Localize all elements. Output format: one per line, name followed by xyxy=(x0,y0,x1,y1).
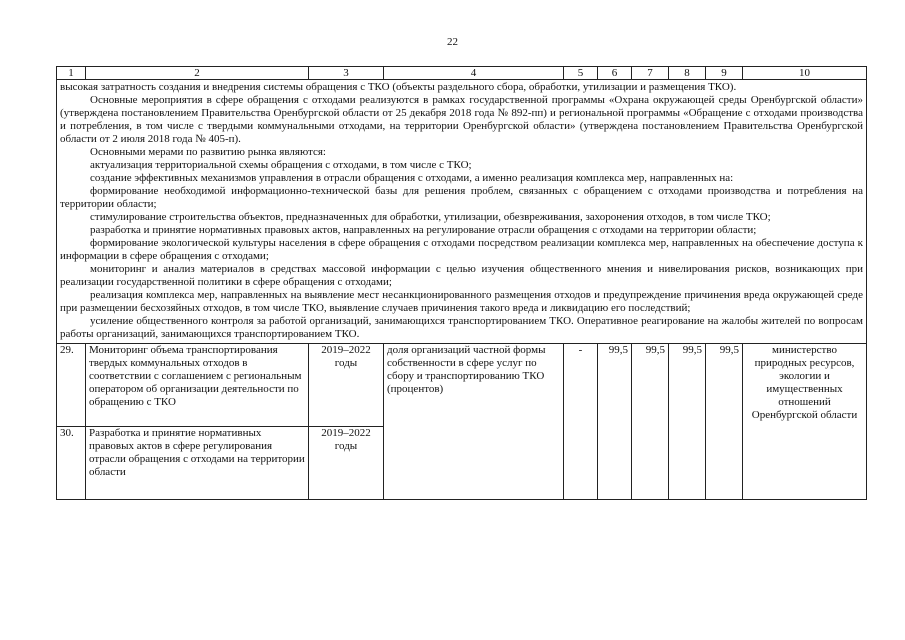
period: 2019–2022 годы xyxy=(309,344,384,427)
measures-table xyxy=(56,66,867,500)
col-header-6: 6 xyxy=(598,67,632,80)
narrative-cell xyxy=(57,80,867,344)
col-header-5: 5 xyxy=(564,67,598,80)
event-name: Разработка и принятие нормативных правовых актов в сфере регулирования отрасли обращения с отходами на территории области xyxy=(86,427,309,500)
value-col-5: - xyxy=(564,344,598,500)
indicator-name: доля организаций частной формы собственности в сфере услуг по сбору и транспортированию ТКО (процентов) xyxy=(384,344,564,500)
col-header-9: 9 xyxy=(706,67,743,80)
col-header-7: 7 xyxy=(632,67,669,80)
col-header-4: 4 xyxy=(384,67,564,80)
row-number: 29. xyxy=(57,344,86,427)
paragraph: мониторинг и анализ материалов в средствах массовой информации с целью изучения общественного мнения и нивелирования рисков, возникающих при реализации государственной политики в сфере обращения с отходами; xyxy=(60,263,863,288)
column-number-row xyxy=(57,67,867,80)
col-header-2: 2 xyxy=(86,67,309,80)
col-header-1: 1 xyxy=(57,67,86,80)
paragraph: создание эффективных механизмов управления в отрасли обращения с отходами, а именно реализация комплекса мер, направленных на: xyxy=(90,172,734,184)
value-col-9: 99,5 xyxy=(706,344,743,500)
paragraph: Основными мерами по развитию рынка являются: xyxy=(90,146,326,158)
paragraph: высокая затратность создания и внедрения системы обращения с ТКО (объекты раздельного сбора, обработки, утилизации и размещения ТКО). xyxy=(60,81,737,93)
col-header-8: 8 xyxy=(669,67,706,80)
paragraph: формирование необходимой информационно-технической базы для решения проблем, связанных с обращением с отходами производства и потребления на территории области; xyxy=(60,185,863,210)
paragraph: реализация комплекса мер, направленных на выявление мест несанкционированного размещения отходов и предупреждение причинения вреда окружающей среде при размещении бесхозяйных отходов, в том числе ТКО, выявление случаев причинения такого вреда и ликвидацию его последствий; xyxy=(60,289,863,314)
paragraph: актуализация территориальной схемы обращения с отходами, в том числе с ТКО; xyxy=(90,159,472,171)
narrative-row xyxy=(57,80,867,344)
table-row xyxy=(57,344,867,427)
row-number: 30. xyxy=(57,427,86,500)
value-col-7: 99,5 xyxy=(632,344,669,500)
value-col-6: 99,5 xyxy=(598,344,632,500)
page-number: 22 xyxy=(447,36,458,48)
value-col-8: 99,5 xyxy=(669,344,706,500)
event-name: Мониторинг объема транспортирования твердых коммунальных отходов в соответствии с соглашением с региональным оператором об организации деятельности по обращению с ТКО xyxy=(86,344,309,427)
paragraph: разработка и принятие нормативных правовых актов, направленных на регулирование отрасли обращения с отходами на территории области; xyxy=(90,224,757,236)
paragraph: стимулирование строительства объектов, предназначенных для обработки, утилизации, обезвреживания, захоронения отходов, в том числе ТКО; xyxy=(90,211,771,223)
paragraph: Основные мероприятия в сфере обращения с отходами реализуются в рамках государственной программы «Охрана окружающей среды Оренбургской области» (утверждена постановлением Правительства Оренбургской области от 25 декабря 2018 года № 892-пп) и региональной программы «Обращение с отходами производства и потребления, в том числе с твердыми коммунальными отходами, на территории Оренбургской области» (утверждена постановлением Правительства Оренбургской области от 2 июля 2018 года № 405-п). xyxy=(60,94,863,145)
responsible-body: министерство природных ресурсов, экологии и имущественных отношений Оренбургской области xyxy=(743,344,867,500)
col-header-10: 10 xyxy=(743,67,867,80)
paragraph: усиление общественного контроля за работой организаций, занимающихся транспортированием ТКО. Оперативное реагирование на жалобы жителей по вопросам работы организаций, занимающихся транспортированием ТКО. xyxy=(60,315,863,340)
period: 2019–2022 годы xyxy=(309,427,384,500)
col-header-3: 3 xyxy=(309,67,384,80)
paragraph: формирование экологической культуры населения в сфере обращения с отходами посредством реализации комплекса мер, направленных на обеспечение доступа к информации в сфере обращения с отходами; xyxy=(60,237,863,262)
